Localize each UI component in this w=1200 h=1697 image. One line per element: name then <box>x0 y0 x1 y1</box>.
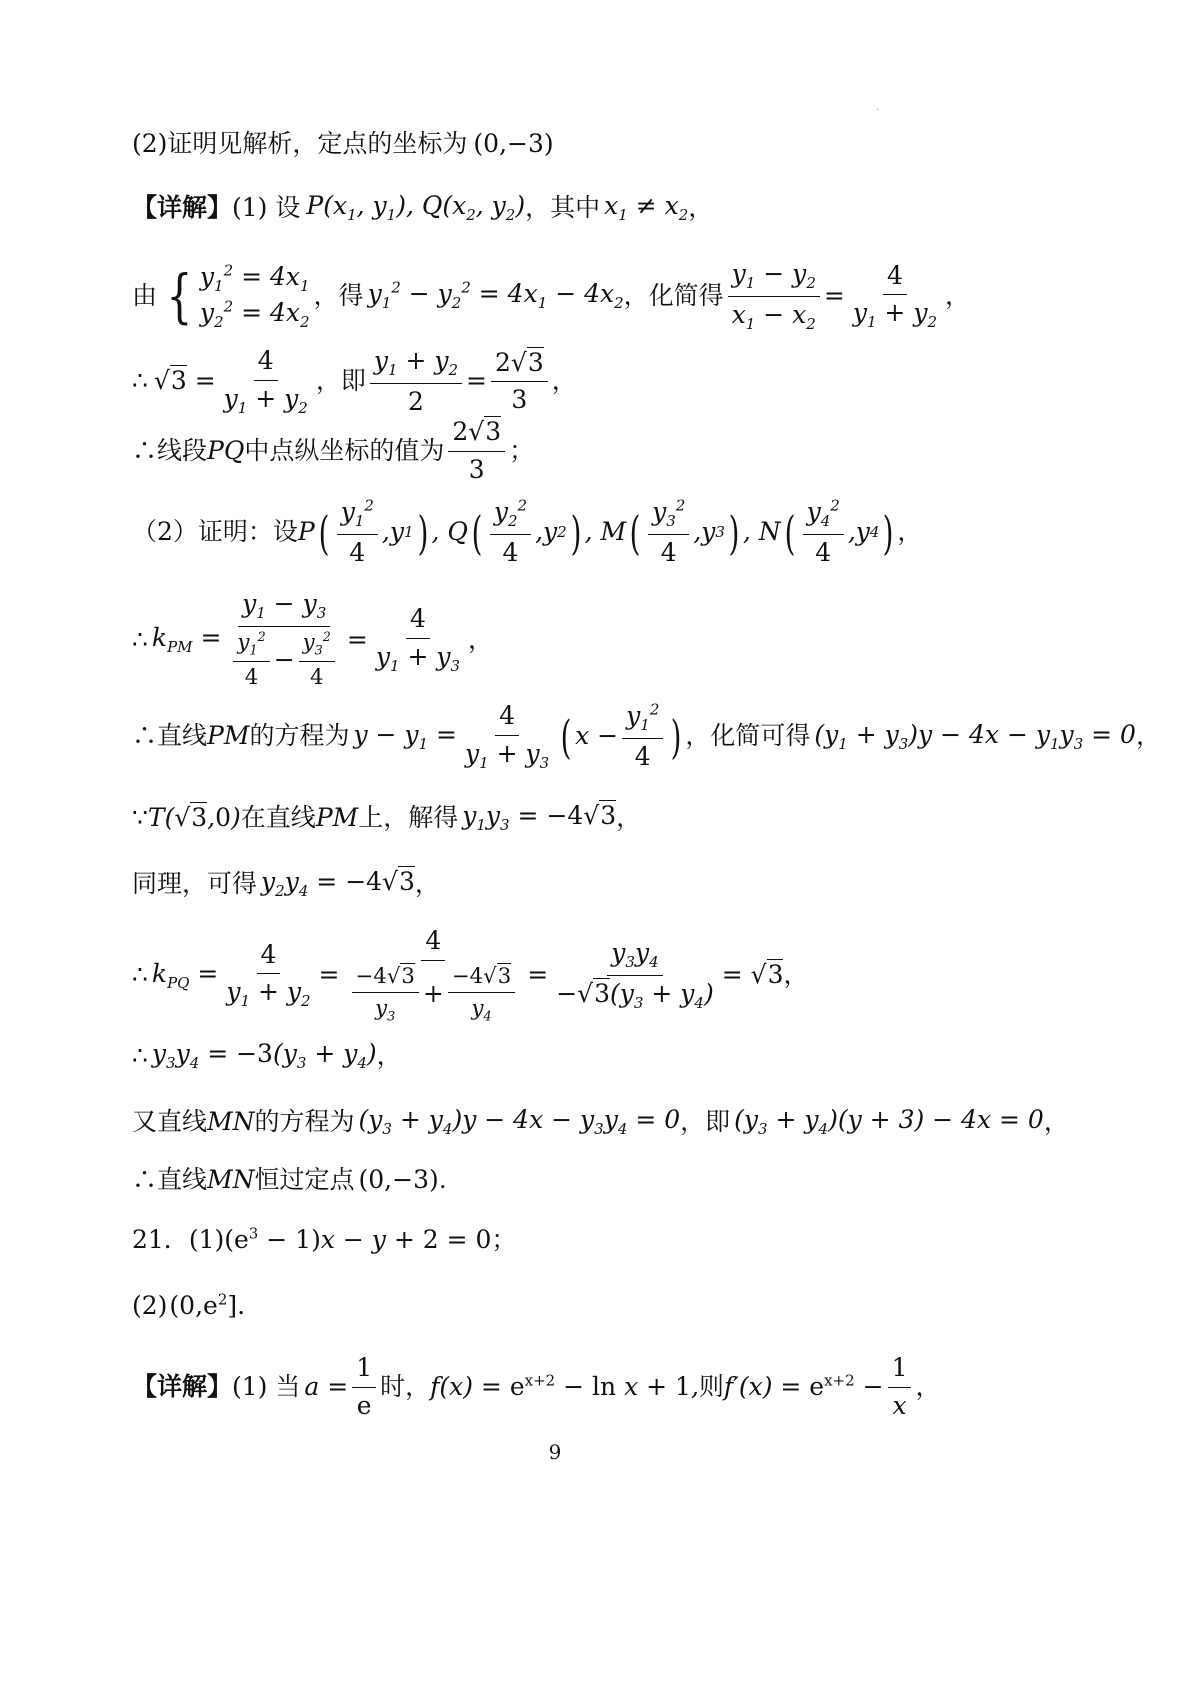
math-expression: $(y_3 + y_4)(y + 3) - 4x = 0$ <box>734 1105 1044 1138</box>
fraction: $\frac{1}{e}$ <box>352 1352 376 1422</box>
detail-label: 【详解】 <box>132 192 233 222</box>
math-interval: $(0,e^2]$ <box>169 1290 238 1320</box>
text-segment: 又直线 <box>132 1106 208 1136</box>
line-name: MN <box>207 1106 255 1136</box>
text-segment: ∴直线 <box>132 1165 208 1194</box>
text-segment: 的方程为 <box>254 1106 355 1136</box>
text-segment: ； <box>509 435 535 465</box>
text-segment: 同理，可得 <box>132 868 258 898</box>
fixed-point: (0,−3) <box>358 1165 439 1194</box>
math-expression: $y_1y_3 = -4√3$ <box>462 801 617 834</box>
similarly-line <box>132 866 1160 902</box>
math-expression: √3 = <box>153 366 216 396</box>
fraction: $\frac{2√3}{3}$ <box>491 347 548 417</box>
math-points: P ( $\frac{y_1^2}{4}$ ,y 1 ) , Q ( $\frac{y_2^2}{4}$ ,y 2 ) , M ( $\frac{y_3^2}{4}$ ,y 3 ) , N ( $\frac{y_4^2}{4}$ ,y 4 ) <box>297 496 894 567</box>
line-pm-equation <box>132 700 1160 773</box>
fraction: $y_1 - y_3$ $\frac{y_1^2}{4}$ − $\frac{y_3^2}{4}$ <box>225 588 342 692</box>
text-segment: （2）证明：设 <box>132 517 298 547</box>
page-number: 9 <box>548 1440 562 1464</box>
fraction: $\frac{1}{x}$ <box>888 1352 912 1422</box>
text-segment: ， <box>688 192 714 222</box>
text-segment: . <box>438 1165 447 1194</box>
math-expression: $(y_1 + y_3)y - 4x - y_1y_3 = 0$ <box>814 719 1136 753</box>
text-segment: ， <box>783 960 809 990</box>
math-expression: $(y_3 + y_4)y - 4x - y_3y_4 = 0$ <box>358 1105 681 1138</box>
detail-label: 【详解】 <box>132 1371 233 1401</box>
text-segment: 的方程为 <box>249 721 350 751</box>
scan-speck: · <box>876 105 880 116</box>
text-segment: ； <box>491 1225 517 1254</box>
text-segment: ， <box>915 1371 941 1401</box>
answer-line-2 <box>132 128 1160 161</box>
fraction: $\frac{y_1 - y_2}{x_1 - x_2}$ <box>728 258 820 334</box>
slope-line: ∴ √3 = $\frac{4}{y_1 + y_2}$ ，即 $\frac{y_1 + y_2}{2}$ = $\frac{2√3}{3}$ ， <box>132 346 577 417</box>
math-expression: $k_{PM}$ = <box>151 623 222 657</box>
text-segment: . <box>237 1291 246 1320</box>
fraction: $\frac{4}{y_1 + y_2}$ <box>223 346 308 417</box>
line-name: MN <box>207 1165 255 1194</box>
text-segment: 在直线 <box>240 802 316 832</box>
text-segment: ， <box>1135 721 1161 751</box>
math-expression: $k_{PQ}$ = <box>151 958 219 992</box>
text-segment: ， <box>376 1040 402 1070</box>
part-label: (2) <box>132 1291 168 1320</box>
line-name: PM <box>207 721 250 751</box>
math-expression: $(e^3 - 1)x - y + 2 = 0$ <box>224 1224 492 1254</box>
math-expression: $f(x) = e^{x+2} - \ln x + 1$, <box>430 1371 699 1401</box>
therefore-symbol: ∴ <box>132 1040 148 1070</box>
part-label: (1) <box>188 1225 225 1254</box>
midpoint-line <box>132 416 1160 486</box>
math-expression: $y_1^2 - y_2^2 = 4x_1 - 4x_2$ <box>367 278 624 313</box>
fraction: $\frac{4}{y_1 + y_3}$ <box>465 701 550 772</box>
text-segment: ， <box>897 517 923 547</box>
text-segment: ，其中 <box>525 192 601 222</box>
text-segment: 时， <box>380 1371 431 1401</box>
because-symbol: ∵ <box>132 802 148 832</box>
fraction: $\frac{4}{y_1 + y_2}$ <box>226 939 311 1011</box>
fraction: $\frac{2√3}{3}$ <box>448 416 505 486</box>
question-21-answer-2 <box>132 1290 1160 1323</box>
text-segment: 中点纵坐标的值为 <box>244 435 445 465</box>
proof-setup-line <box>132 496 1160 569</box>
text-segment: ，即 <box>680 1106 731 1136</box>
math-point-t: T(√3,0) <box>147 802 241 832</box>
q21-detail-line <box>132 1352 1160 1422</box>
text-segment: ，得 <box>313 280 364 310</box>
text-segment: (1) 当 <box>232 1371 301 1401</box>
text-segment: ，化简可得 <box>685 721 811 751</box>
text-segment: ， <box>468 624 494 654</box>
text-segment: ，化简得 <box>623 280 724 310</box>
text-segment: ， <box>551 366 577 396</box>
question-number: 21． <box>132 1225 189 1254</box>
system-line: 由 { $y_1^2 = 4x_1$ $y_2^2 = 4x_2$ ，得 $y_1^2 - y_2^2 = 4x_1 - 4x_2$ ，化简得 $\frac{y_1 - y_2}{x_1 - x_2}$ = $\frac{4}{y_1 + y_2}$ ， <box>132 259 971 333</box>
detail-text: (1) 设 <box>232 192 301 222</box>
fraction: $\frac{4}{y_1 + y_3}$ <box>375 604 461 675</box>
therefore-symbol: ∴ <box>132 366 148 396</box>
equation-system: { $y_1^2 = 4x_1$ $y_2^2 = 4x_2$ <box>166 261 310 331</box>
answer-text: (2)证明见解析，定点的坐标为 <box>132 129 468 158</box>
text-segment: 恒过定点 <box>254 1165 355 1194</box>
product-line <box>132 1038 1160 1074</box>
math-expression: $f'(x) = e^{x+2}$ − <box>723 1371 884 1401</box>
line-mn-equation <box>132 1104 1160 1140</box>
question-21-answer-1 <box>132 1224 1160 1257</box>
therefore-symbol: ∴ <box>132 624 148 654</box>
math-expression: a = <box>304 1371 349 1401</box>
text-segment: ， <box>945 280 971 310</box>
math-condition: $x_1 \ne x_2$ <box>604 191 689 224</box>
math-expression: $y_3y_4 = -3(y_3 + y_4)$ <box>151 1039 377 1072</box>
math-expression: $y - y_1$ = <box>353 719 457 753</box>
fixed-point-line <box>132 1164 1160 1197</box>
segment-name: PQ <box>207 435 245 465</box>
math-expression: ( x − $\frac{y_1^2}{4}$ ) <box>560 700 682 771</box>
detail-intro-line <box>132 190 1160 226</box>
line-name: PM <box>315 802 359 832</box>
text-segment: ， <box>1043 1106 1069 1136</box>
fraction: $\frac{y_3y_4}{-√3(y_3 + y_4)}$ <box>556 938 714 1012</box>
text-segment: ， <box>616 802 642 832</box>
fixed-point: (0,−3) <box>473 129 554 158</box>
text-segment: 由 <box>132 280 158 310</box>
kpq-line: ∴ $k_{PQ}$ = $\frac{4}{y_1 + y_2}$ = 4 $\frac{-4√3}{y_3}$ + $\frac{-4√3}{y_4}$ = $\frac{y_3y_4}{-√3(y_3 + y_4)}$ = √3 ， <box>132 926 809 1025</box>
text-segment: ∴线段 <box>132 435 208 465</box>
text-segment: ∴直线 <box>132 721 208 751</box>
text-segment: ， <box>414 868 440 898</box>
point-t-line <box>132 800 1160 836</box>
math-expression: $y_2y_4 = -4√3$ <box>261 867 415 900</box>
kpm-line: ∴ $k_{PM}$ = $y_1 - y_3$ $\frac{y_1^2}{4}$ − $\frac{y_3^2}{4}$ = $\frac{4}{y_1 + y_3}$ ， <box>132 589 494 691</box>
therefore-symbol: ∴ <box>132 960 148 990</box>
fraction: $\frac{4}{y_1 + y_2}$ <box>852 260 937 331</box>
fraction: 4 $\frac{-4√3}{y_3}$ + $\frac{-4√3}{y_4}$ <box>344 925 524 1026</box>
fraction: $\frac{y_1 + y_2}{2}$ <box>370 345 462 418</box>
text-segment: 则 <box>698 1371 724 1401</box>
math-point-pq: $P(x_1$, $y_1$), $Q(x_2$, $y_2$) <box>306 191 526 224</box>
text-segment: 上，解得 <box>358 802 459 832</box>
text-segment: ，即 <box>315 366 366 396</box>
